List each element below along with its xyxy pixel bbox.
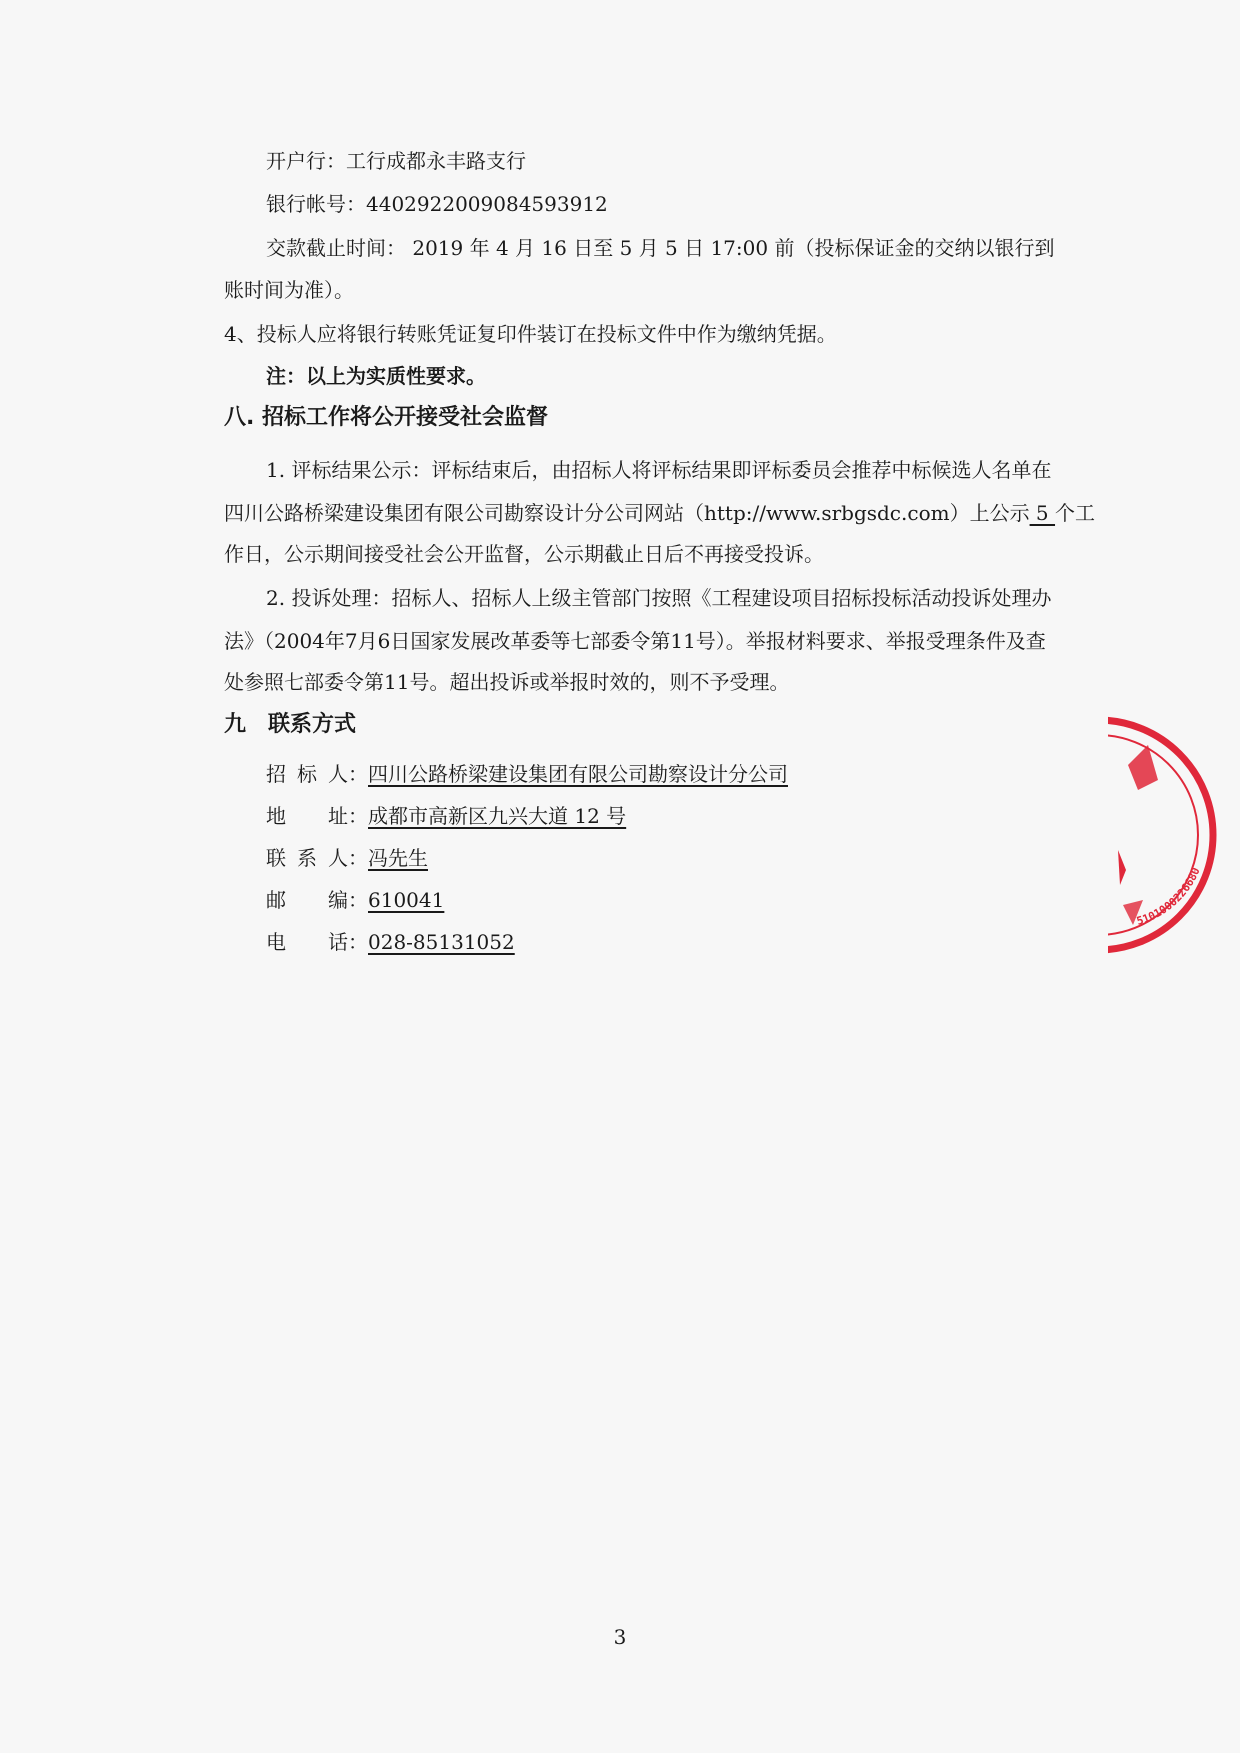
page-number: 3 bbox=[613, 1625, 627, 1649]
publicity-days: 5 bbox=[1029, 501, 1056, 525]
label-colon: ： bbox=[348, 762, 368, 786]
tenderer-name: 四川公路桥梁建设集团有限公司勘察设计分公司 bbox=[368, 762, 788, 786]
contact-person-row bbox=[266, 844, 428, 872]
contact-person-value: 冯先生 bbox=[368, 846, 428, 870]
publicity-website-text: 四川公路桥梁建设集团有限公司勘察设计分公司网站（http://www.srbgsdc.com）上公示 bbox=[224, 501, 1030, 525]
contact-label: 电 话 bbox=[266, 930, 348, 954]
payment-item-4: 4、投标人应将银行转账凭证复印件装订在投标文件中作为缴纳凭据。 bbox=[224, 322, 837, 346]
complaint-handling-paragraph-line3: 处参照七部委令第11号。超出投诉或举报时效的，则不予受理。 bbox=[224, 670, 790, 694]
section-8-heading: 八. 招标工作将公开接受社会监督 bbox=[224, 405, 549, 430]
label-colon: ： bbox=[348, 888, 368, 912]
seal-graphic bbox=[1108, 710, 1240, 960]
phone-value: 028-85131052 bbox=[368, 930, 515, 954]
label-colon: ： bbox=[348, 930, 368, 954]
complaint-handling-paragraph-line1: 2. 投诉处理：招标人、招标人上级主管部门按照《工程建设项目招标投标活动投诉处理办 bbox=[266, 586, 1052, 610]
contact-label: 招 标 人 bbox=[266, 762, 348, 786]
payment-deadline-text: 交款截止时间： 2019 年 4 月 16 日至 5 月 5 日 17:00 前（投标保证金的交纳以银行到 bbox=[266, 236, 1055, 260]
substantive-note: 注：以上为实质性要求。 bbox=[266, 364, 486, 388]
contact-address-row bbox=[266, 802, 626, 830]
contact-postcode-row bbox=[266, 886, 444, 914]
label-colon: ： bbox=[348, 846, 368, 870]
evaluation-publicity-paragraph-line3: 作日，公示期间接受社会公开监督，公示期截止日后不再接受投诉。 bbox=[224, 542, 824, 566]
contact-tenderer-row bbox=[266, 760, 788, 788]
company-seal-stamp bbox=[1108, 710, 1240, 960]
evaluation-publicity-paragraph-line2 bbox=[224, 499, 1124, 527]
payment-deadline bbox=[266, 234, 1124, 262]
evaluation-publicity-paragraph-line1: 1. 评标结果公示：评标结束后，由招标人将评标结果即评标委员会推荐中标候选人名单在 bbox=[266, 458, 1052, 482]
bank-account: 银行帐号：4402922009084593912 bbox=[266, 192, 608, 216]
contact-label: 邮 编 bbox=[266, 888, 348, 912]
seal-code: 5101000226680 bbox=[1135, 865, 1203, 928]
bank-name: 开户行：工行成都永丰路支行 bbox=[266, 149, 526, 173]
postcode-value: 610041 bbox=[368, 888, 445, 912]
contact-phone-row bbox=[266, 928, 515, 956]
contact-label: 地 址 bbox=[266, 804, 348, 828]
complaint-handling-paragraph-line2: 法》（2004年7月6日国家发展改革委等七部委令第11号）。举报材料要求、举报受理条件及查 bbox=[224, 629, 1046, 653]
label-colon: ： bbox=[348, 804, 368, 828]
contact-label: 联 系 人 bbox=[266, 846, 348, 870]
address-value: 成都市高新区九兴大道 12 号 bbox=[368, 804, 627, 828]
payment-deadline-continued: 账时间为准）。 bbox=[224, 278, 354, 302]
publicity-days-unit: 个工 bbox=[1055, 501, 1096, 525]
section-9-heading: 九 联系方式 bbox=[224, 712, 357, 737]
